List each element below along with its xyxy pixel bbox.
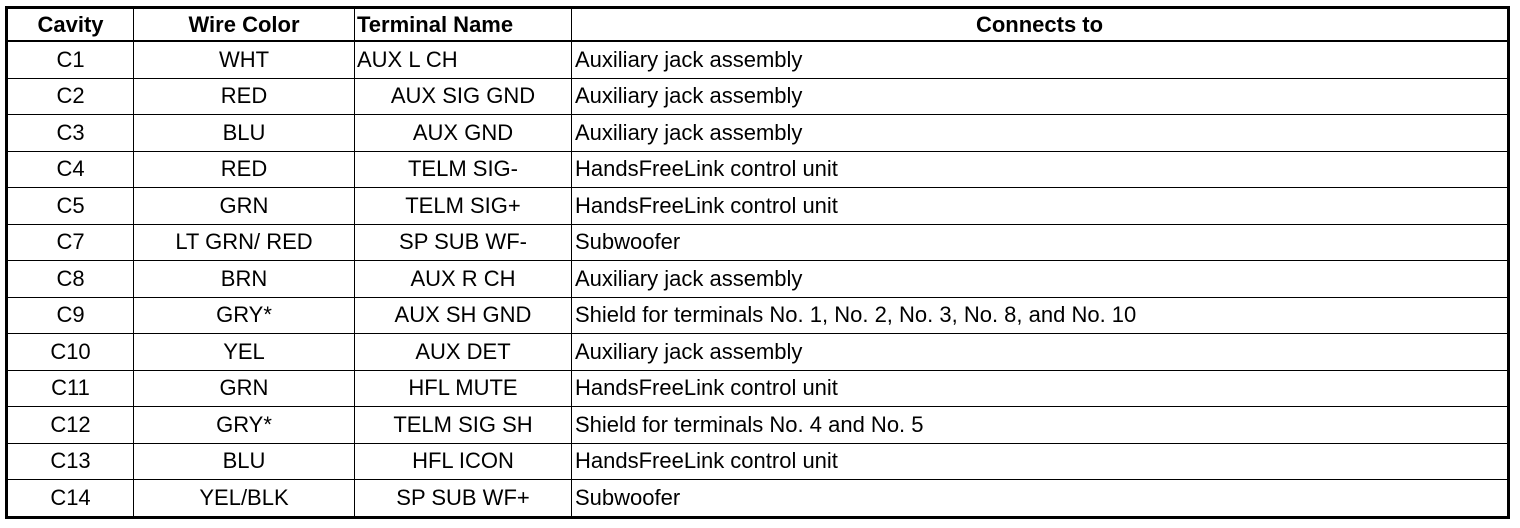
cell-connects-to: Shield for terminals No. 4 and No. 5 <box>572 407 1509 444</box>
header-wire-color: Wire Color <box>134 8 355 42</box>
table-row <box>7 224 1509 261</box>
cell-wire-color: RED <box>134 151 355 188</box>
cell-connects-to: HandsFreeLink control unit <box>572 188 1509 225</box>
table-row <box>7 443 1509 480</box>
cell-cavity: C5 <box>7 188 134 225</box>
table-row <box>7 41 1509 78</box>
cell-wire-color: BLU <box>134 115 355 152</box>
cell-wire-color: GRY* <box>134 407 355 444</box>
cell-connects-to: Auxiliary jack assembly <box>572 334 1509 371</box>
cell-connects-to: HandsFreeLink control unit <box>572 151 1509 188</box>
cell-wire-color: GRN <box>134 188 355 225</box>
cell-terminal-name: AUX GND <box>355 115 572 152</box>
cell-wire-color: YEL <box>134 334 355 371</box>
table-row <box>7 78 1509 115</box>
cell-wire-color: RED <box>134 78 355 115</box>
header-connects-to: Connects to <box>572 8 1509 42</box>
cell-terminal-name: TELM SIG+ <box>355 188 572 225</box>
header-terminal-name: Terminal Name <box>355 8 572 42</box>
cell-terminal-name: SP SUB WF- <box>355 224 572 261</box>
cell-wire-color: WHT <box>134 41 355 78</box>
cell-connects-to: HandsFreeLink control unit <box>572 443 1509 480</box>
cell-connects-to: Auxiliary jack assembly <box>572 41 1509 78</box>
connector-pinout-table <box>5 6 1510 519</box>
cell-cavity: C10 <box>7 334 134 371</box>
table-row <box>7 480 1509 518</box>
cell-terminal-name: AUX R CH <box>355 261 572 298</box>
cell-cavity: C14 <box>7 480 134 518</box>
cell-cavity: C13 <box>7 443 134 480</box>
table-row <box>7 334 1509 371</box>
cell-wire-color: YEL/BLK <box>134 480 355 518</box>
cell-terminal-name: AUX DET <box>355 334 572 371</box>
cell-connects-to: Subwoofer <box>572 224 1509 261</box>
table-header-row <box>7 8 1509 42</box>
table-row <box>7 261 1509 298</box>
header-cavity: Cavity <box>7 8 134 42</box>
cell-wire-color: GRN <box>134 370 355 407</box>
cell-terminal-name: SP SUB WF+ <box>355 480 572 518</box>
cell-terminal-name: TELM SIG- <box>355 151 572 188</box>
cell-cavity: C11 <box>7 370 134 407</box>
cell-connects-to: Auxiliary jack assembly <box>572 78 1509 115</box>
cell-wire-color: BRN <box>134 261 355 298</box>
cell-wire-color: LT GRN/ RED <box>134 224 355 261</box>
cell-cavity: C4 <box>7 151 134 188</box>
table-row <box>7 115 1509 152</box>
cell-terminal-name: HFL MUTE <box>355 370 572 407</box>
connector-table-wrapper <box>5 6 1510 519</box>
cell-cavity: C8 <box>7 261 134 298</box>
cell-terminal-name: AUX SIG GND <box>355 78 572 115</box>
cell-terminal-name: HFL ICON <box>355 443 572 480</box>
table-row <box>7 297 1509 334</box>
cell-wire-color: BLU <box>134 443 355 480</box>
table-row <box>7 407 1509 444</box>
cell-cavity: C3 <box>7 115 134 152</box>
cell-cavity: C2 <box>7 78 134 115</box>
cell-connects-to: HandsFreeLink control unit <box>572 370 1509 407</box>
cell-cavity: C7 <box>7 224 134 261</box>
cell-connects-to: Auxiliary jack assembly <box>572 261 1509 298</box>
cell-terminal-name: TELM SIG SH <box>355 407 572 444</box>
cell-connects-to: Auxiliary jack assembly <box>572 115 1509 152</box>
cell-cavity: C1 <box>7 41 134 78</box>
cell-connects-to: Subwoofer <box>572 480 1509 518</box>
cell-terminal-name: AUX SH GND <box>355 297 572 334</box>
cell-terminal-name: AUX L CH <box>355 41 572 78</box>
table-row <box>7 151 1509 188</box>
cell-connects-to: Shield for terminals No. 1, No. 2, No. 3, No. 8, and No. 10 <box>572 297 1509 334</box>
cell-cavity: C9 <box>7 297 134 334</box>
table-row <box>7 370 1509 407</box>
cell-wire-color: GRY* <box>134 297 355 334</box>
cell-cavity: C12 <box>7 407 134 444</box>
table-row <box>7 188 1509 225</box>
